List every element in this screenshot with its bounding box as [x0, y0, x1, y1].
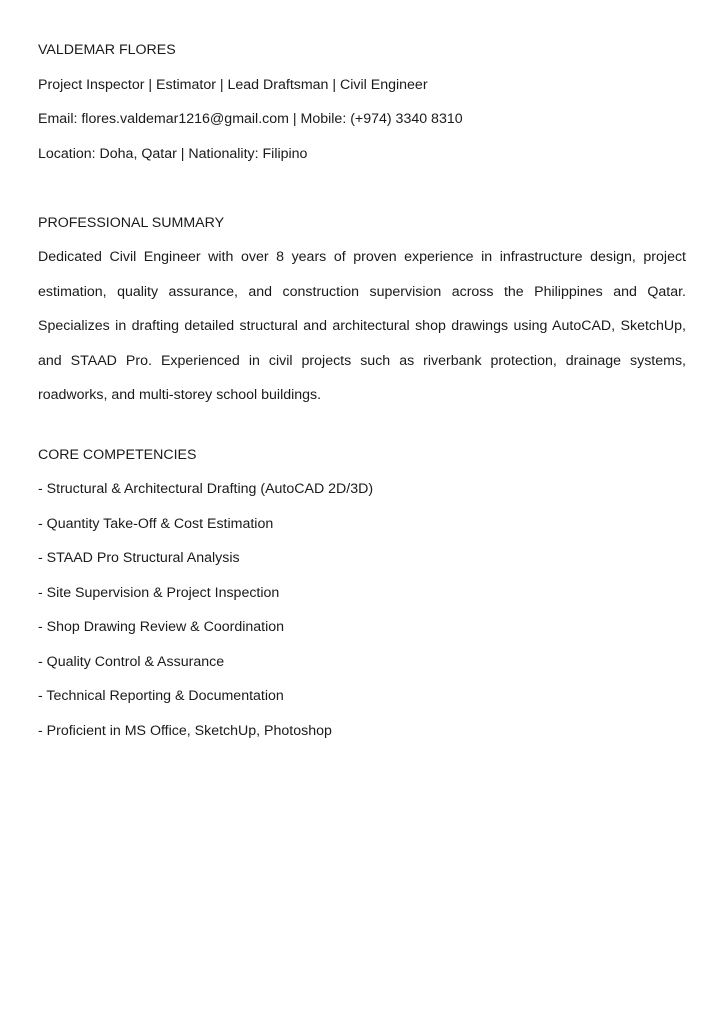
candidate-name: VALDEMAR FLORES	[38, 42, 176, 58]
contact-info: Email: flores.valdemar1216@gmail.com | Mobile: (+974) 3340 8310	[38, 111, 463, 127]
list-item: - Quantity Take-Off & Cost Estimation	[38, 515, 274, 532]
summary-section	[38, 240, 686, 413]
section-spacer	[38, 178, 686, 213]
competencies-list	[38, 479, 686, 741]
location-info: Location: Doha, Qatar | Nationality: Filipino	[38, 145, 308, 162]
summary-heading: PROFESSIONAL SUMMARY	[38, 214, 225, 231]
job-titles: Project Inspector | Estimator | Lead Draftsman | Civil Engineer	[38, 76, 428, 93]
list-item: - Quality Control & Assurance	[38, 653, 225, 670]
list-item: - Proficient in MS Office, SketchUp, Photoshop	[38, 722, 332, 739]
resume-page	[38, 40, 686, 755]
list-item: - STAAD Pro Structural Analysis	[38, 550, 240, 566]
summary-text: Dedicated Civil Engineer with over 8 years of proven experience in infrastructure design, project estimation, quality assurance, and construction supervision across the Philippines and Qatar. Specializes in drafting detailed structural and architectural shop drawings using AutoCAD, SketchUp, and STAAD Pro. Experienced in civil projects such as riverbank protection, drainage systems, roadworks, and multi-storey school buildings.	[38, 249, 686, 403]
list-item: - Technical Reporting & Documentation	[38, 688, 284, 704]
list-item: - Site Supervision & Project Inspection	[38, 584, 280, 601]
competencies-heading: CORE COMPETENCIES	[38, 446, 197, 463]
list-item: - Structural & Architectural Drafting (AutoCAD 2D/3D)	[38, 481, 374, 497]
list-item: - Shop Drawing Review & Coordination	[38, 619, 285, 635]
